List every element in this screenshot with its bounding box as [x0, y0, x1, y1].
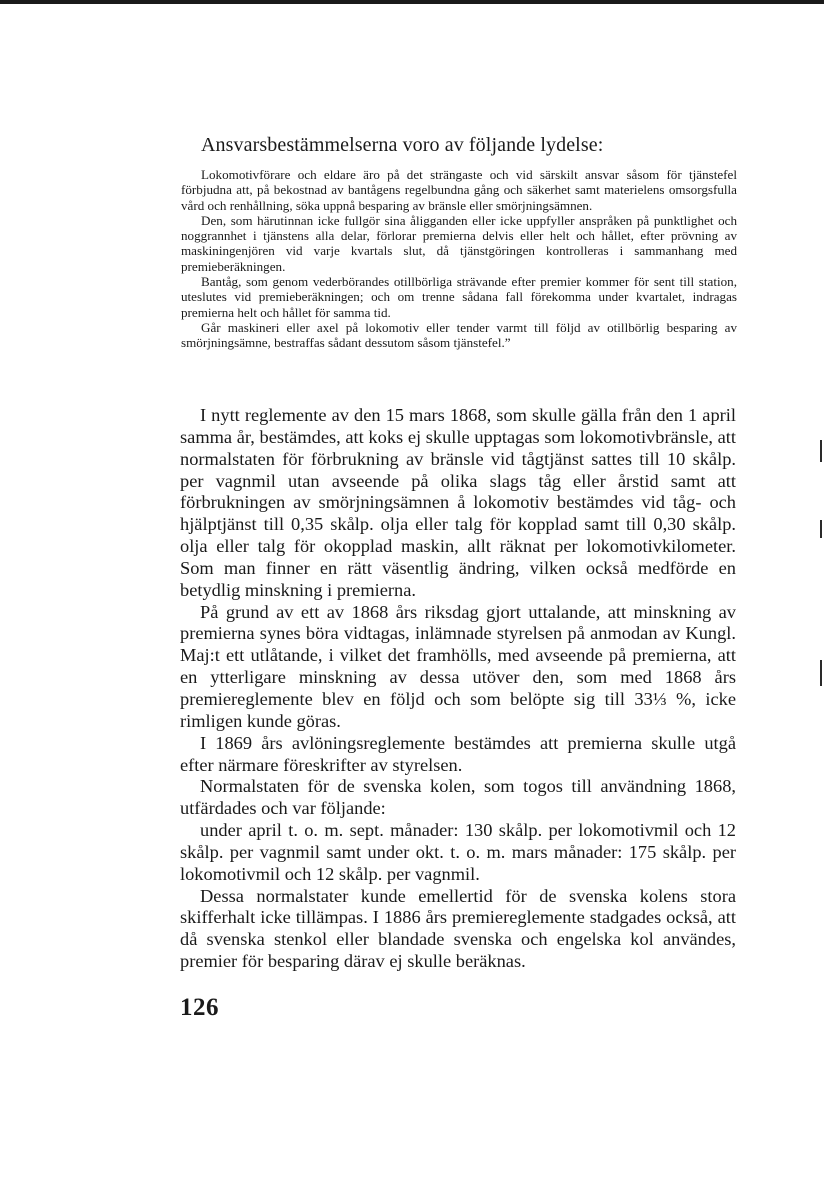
- body-paragraph: I nytt reglemente av den 15 mars 1868, som skulle gälla från den 1 april samma år, bestämdes, att koks ej skulle upptagas som lokomotivbränsle, att normalstaten för förbrukning av bränsle vid tågtjänst sattes till 10 skålp. per vagnmil utan avseende på olika slags tåg eller årstid samt att förbrukningen av smörjningsämnen å lokomotiv bestämdes vid tåg- och hjälptjänst till 0,35 skålp. olja eller talg för kopplad samt till 0,30 skålp. olja eller talg för okopplad maskin, allt räknat per lokomotivkilometer. Som man finner en rätt väsentlig ändring, vilken också medförde en betydlig minskning i premierna.: [180, 405, 736, 600]
- scan-edge-mark: [820, 440, 822, 462]
- body-paragraph: under april t. o. m. sept. månader: 130 skålp. per lokomotivmil och 12 skålp. per vagnmil samt under okt. t. o. m. mars månader: 175 skålp. per lokomotivmil och 12 skålp. per vagnmil.: [180, 820, 736, 884]
- intro-heading: Ansvarsbestämmelserna voro av följande lydelse:: [201, 134, 604, 156]
- body-paragraph: Dessa normalstater kunde emellertid för de svenska kolens stora skifferhalt icke tillämpas. I 1886 års premiereglemente stadgades också, att då svenska stenkol eller blandade svenska och engelska kol användes, premier för besparing därav ej skulle beräknas.: [180, 885, 736, 972]
- scan-top-edge: [0, 0, 824, 4]
- scan-edge-mark: [820, 520, 822, 538]
- body-paragraph: Normalstaten för de svenska kolen, som togos till användning 1868, utfärdades och var följande:: [180, 776, 736, 819]
- quote-paragraph: Lokomotivförare och eldare äro på det strängaste och vid särskilt ansvar såsom för tjänstefel förbjudna att, på bekostnad av bantågens regelbundna gång och säkerhet samt materielens omsorgsfulla vård och renhållning, söka uppnå besparing av bränsle eller smörjningsämnen.: [181, 167, 737, 213]
- quote-paragraph: Den, som härutinnan icke fullgör sina åligganden eller icke uppfyller anspråken på punktlighet och noggrannhet i tjänstens alla delar, förlorar premierna delvis eller helt och hållet, efter prövning av maskiningenjören vid varje kvartals slut, då tjänstgöringen kontrolleras i sammanhang med premieberäkningen.: [181, 212, 737, 274]
- quoted-regulation: [181, 167, 737, 351]
- page-number: 126: [180, 994, 219, 1021]
- quote-paragraph: Går maskineri eller axel på lokomotiv eller tender varmt till följd av otillbörlig besparing av smörjningsämne, bestraffas sådant dessutom såsom tjänstefel.”: [181, 319, 737, 351]
- body-paragraph: På grund av ett av 1868 års riksdag gjort uttalande, att minskning av premierna synes böra vidtagas, inlämnade styrelsen på anmodan av Kungl. Maj:t ett utlåtande, i vilket det framhölls, med avseende på premierna, att en ytterligare minskning av dessa utöver den, som med 1868 års premiereglemente blev en följd och som belöpte sig till 33⅓ %, icke rimligen kunde göras.: [180, 601, 736, 731]
- body-text: [180, 405, 736, 973]
- quote-paragraph: Bantåg, som genom vederbörandes otillbörliga strävande efter premier kommer för sent till station, uteslutes vid premieberäkningen; och om trenne sådana fall förekomma under kvartalet, indragas premierna helt och hållet för samma tid.: [181, 274, 737, 320]
- body-paragraph: I 1869 års avlöningsreglemente bestämdes att premierna skulle utgå efter närmare föreskrifter av styrelsen.: [180, 732, 736, 775]
- scan-edge-mark: [820, 660, 822, 686]
